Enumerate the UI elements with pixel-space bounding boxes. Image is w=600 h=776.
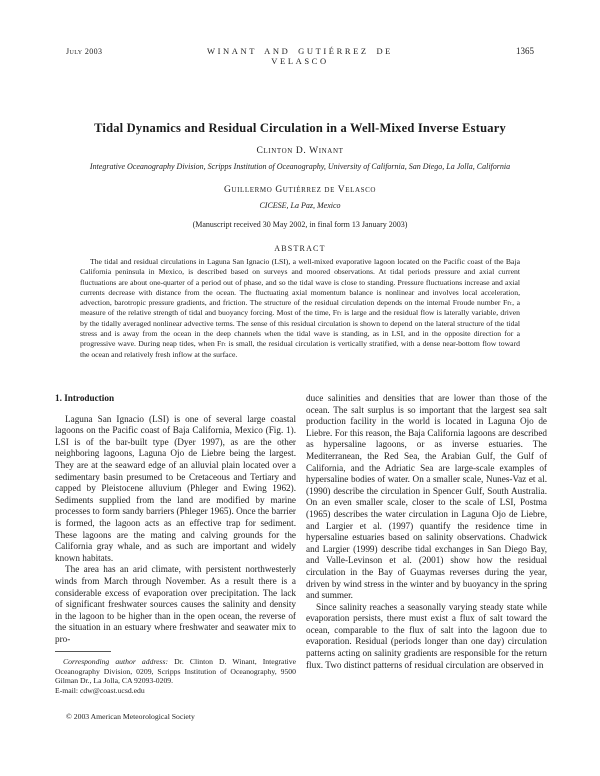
- journal-date: July 2003: [66, 47, 103, 56]
- running-head: [66, 46, 534, 66]
- author-2: Guillermo Gutiérrez de Velasco: [223, 185, 377, 195]
- right-column-paragraph-2: Since salinity reaches a seasonally varying steady state while evaporation persists, there must exist a flux of salt toward the ocean, comparable to the flux of salt into the lagoon due to evaporation. Residual (periods longer than one day) circulation patterns acting on salinity gradients are responsible for the return flux. Two distinct patterns of residual circulation are observed in: [306, 601, 547, 670]
- right-column-paragraph-1: duce salinities and densities that are lower than those of the ocean. The salt surplus is so important that the largest sea salt production facility in the world is located in Laguna Ojo de Liebre. For this reason, the Baja California lagoons are described as hypersaline lagoons, or as inverse estuaries. The Mediterranean, the Red Sea, the Arabian Gulf, the Gulf of California, and the Adriatic Sea are large-scale examples of hypersaline bodies of water. On a smaller scale, Nunes-Vaz et al. (1990) describe the circulation in Spencer Gulf, South Australia. On an even smaller scale, closer to the scale of LSI, Postma (1965) describes the water circulation in Laguna Ojo de Liebre, and Largier et al. (1997) quantify the residence time in hypersaline estuaries based on salinity observations. Chadwick and Largier (1999) describe tidal exchanges in San Diego Bay, and Valle-Levinson et al. (2001) show how the residual circulation in the Bay of Guaymas reverses during the year, driven by wind stress in the winter and by buoyancy in the spring and summer.: [306, 393, 547, 601]
- manuscript-note: (Manuscript received 30 May 2002, in final form 13 January 2003): [192, 220, 408, 229]
- abstract-heading: ABSTRACT: [274, 244, 326, 253]
- footnote-address: Dr. Clinton D. Winant, Integrative Oceanography Division, 0209, Scripps Institution of Oceanography, 9500 Gilman Dr., La Jolla, CA 92093-0209.: [55, 657, 297, 686]
- copyright-line: © 2003 American Meteorological Society: [66, 712, 195, 721]
- affiliation-2: CICESE, La Paz, Mexico: [259, 201, 341, 210]
- right-column: [306, 393, 547, 671]
- page-number: 1365: [516, 46, 534, 56]
- author-1: Clinton D. Winant: [256, 146, 344, 156]
- article-title: Tidal Dynamics and Residual Circulation in a Well-Mixed Inverse Estuary: [94, 121, 506, 135]
- footnote-email: E-mail: cdw@coast.ucsd.edu: [55, 686, 145, 696]
- running-title: WINANT AND GUTIÉRREZ DE VELASCO: [207, 46, 393, 66]
- footnote-rule: [55, 651, 111, 652]
- left-column-paragraph-2: The area has an arid climate, with persistent northwesterly winds from March through November. As a result there is a considerable excess of evaporation over precipitation. The lack of significant freshwater sources causes the salinity and density in the lagoon to be higher than in the open ocean, the reverse of the situation in an estuary where freshwater and seawater mix to pro-: [55, 564, 296, 644]
- footnote-label: Corresponding author address:: [63, 657, 169, 666]
- affiliation-1: Integrative Oceanography Division, Scripps Institution of Oceanography, University of California, San Diego, La Jolla, California: [89, 162, 511, 171]
- left-column-paragraph-1: Laguna San Ignacio (LSI) is one of several large coastal lagoons on the Pacific coast of Baja California, Mexico (Fig. 1). LSI is of the bar-built type (Dyer 1997), as are the other neighboring lagoons, Laguna Ojo de Liebre being the largest. They are at the seaward edge of an alluvial plain located over a sedimentary basin presumed to be Cretaceous and Tertiary and capped by Pleistocene alluvium (Phleger and Ewing 1962). Sediments supplied from the land are modified by marine processes to form sandy barriers (Phleger 1965). Once the barrier is formed, the lagoon acts as an effective trap for sediment. These lagoons are the mating and calving grounds for the California gray whale, and as such are important and widely known habitats.: [55, 413, 296, 563]
- left-column: [55, 393, 296, 671]
- section-1-heading: 1. Introduction: [55, 393, 115, 403]
- abstract-text: The tidal and residual circulations in Laguna San Ignacio (LSI), a well-mixed evaporative lagoon located on the Pacific coast of the Baja California peninsula in Mexico, is described based on surveys and moored observations. At tidal periods pressure and axial current fluctuations are about one-quarter of a period out of phase, and so the tidal wave is close to standing. Pressure fluctuations increase and axial currents decrease with distance from the ocean. The fluctuating axial momentum balance is nonlinear and involves local acceleration, advection, barotropic pressure gradients, and friction. The structure of the residual circulation depends on the internal Froude number Frₜ, a measure of the relative strength of tidal and buoyancy forcing. Most of the time, Frₜ is large and the residual flow is laterally variable, driven by the tidally averaged nonlinear advective terms. The sense of this residual circulation is shown to depend on the lateral structure of the tidal stress and is away from the ocean in the deep channels when the tidal wave is standing, as in LSI, and in the opposite direction for a progressive wave. During neap tides, when Frₜ is small, the residual circulation is vertically stratified, with a dense near-bottom flow toward the ocean and relatively fresh inflow at the surface.: [80, 257, 520, 359]
- body-columns: [55, 393, 547, 671]
- footnote-text: [55, 657, 296, 686]
- correspondence-footnote: [55, 651, 296, 696]
